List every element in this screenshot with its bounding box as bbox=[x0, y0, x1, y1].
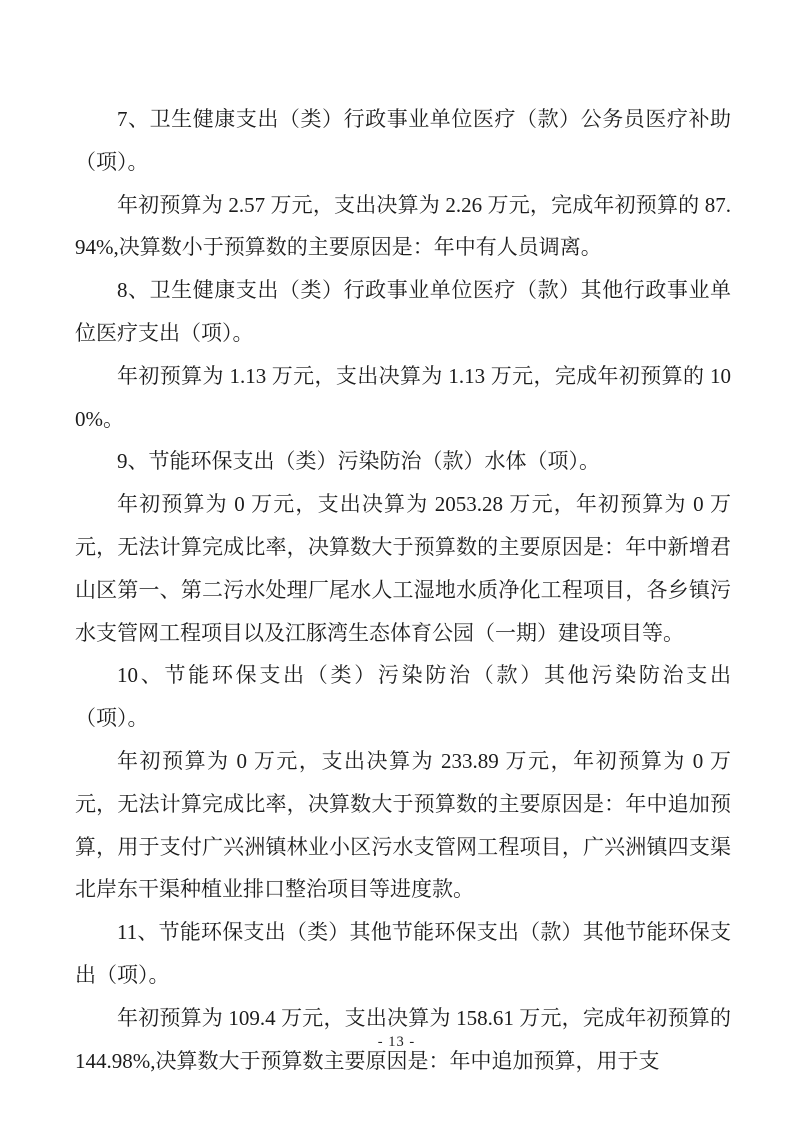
item-8-title: 8、卫生健康支出（类）行政事业单位医疗（款）其他行政事业单位医疗支出（项）。 bbox=[75, 278, 731, 345]
item-9-title: 9、节能环保支出（类）污染防治（款）水体（项）。 bbox=[117, 449, 600, 474]
item-10-detail: 年初预算为 0 万元，支出决算为 233.89 万元，年初预算为 0 万元，无法计算完成比率，决算数大于预算数的主要原因是：年中追加预算，用于支付广兴洲镇林业小区污水支管网工程项目，广兴洲镇四支渠北岸东干渠种植业排口整治项目等进度款。 bbox=[75, 748, 731, 902]
item-8-detail: 年初预算为 1.13 万元，支出决算为 1.13 万元，完成年初预算的 100%。 bbox=[75, 363, 731, 431]
page-number: - 13 - bbox=[377, 1034, 416, 1050]
item-9-detail: 年初预算为 0 万元，支出决算为 2053.28 万元，年初预算为 0 万元，无法计算完成比率，决算数大于预算数的主要原因是：年中新增君山区第一、第二污水处理厂尾水人工湿地水质净化工程项目，各乡镇污水支管网工程项目以及江豚湾生态体育公园（一期）建设项目等。 bbox=[75, 492, 731, 645]
item-7-title: 7、卫生健康支出（类）行政事业单位医疗（款）公务员医疗补助（项）。 bbox=[75, 107, 731, 174]
item-11-title: 11、节能环保支出（类）其他节能环保支出（款）其他节能环保支出（项）。 bbox=[75, 920, 731, 987]
item-7-detail: 年初预算为 2.57 万元，支出决算为 2.26 万元，完成年初预算的 87.94%,决算数小于预算数的主要原因是：年中有人员调离。 bbox=[75, 192, 731, 260]
document-body bbox=[75, 98, 731, 1082]
item-11-detail: 年初预算为 109.4 万元，支出决算为 158.61 万元，完成年初预算的 144.98%,决算数大于预算数主要原因是：年中追加预算，用于支 bbox=[75, 1005, 731, 1073]
item-10-title: 10、节能环保支出（类）污染防治（款）其他污染防治支出（项）。 bbox=[75, 663, 731, 731]
